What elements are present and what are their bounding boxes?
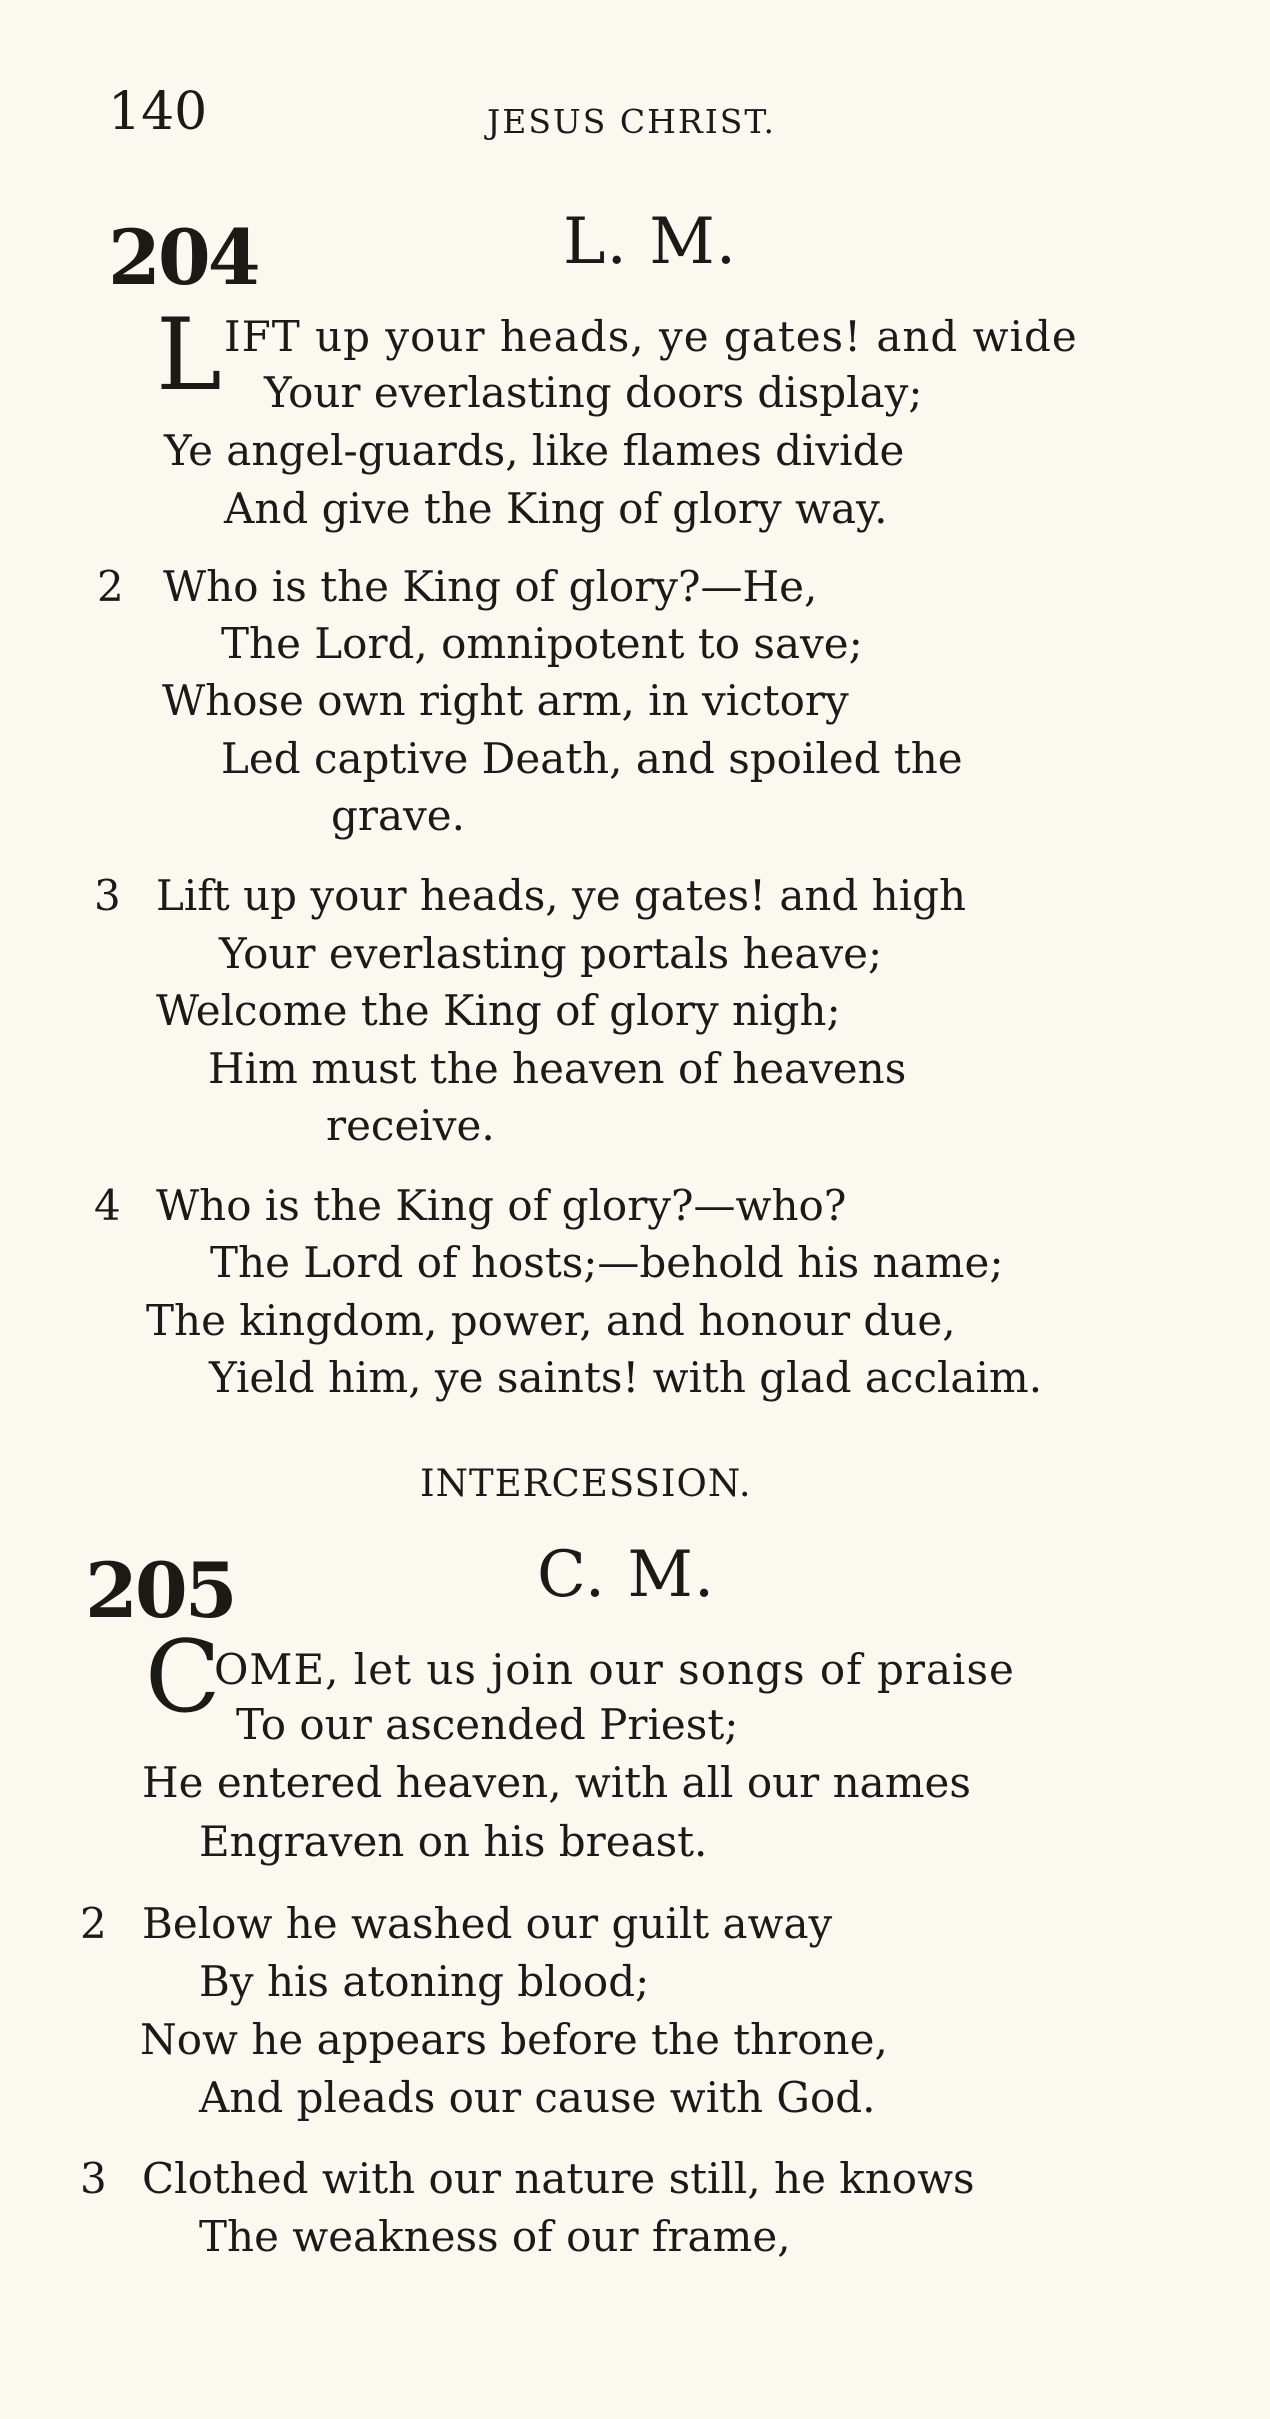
- hymn-204-verse-4-line-1: Who is the King of glory?—who?: [156, 1181, 847, 1230]
- hymn-204-verse-3-number: 3: [94, 871, 121, 920]
- hymn-205-verse-3-number: 3: [80, 2154, 107, 2203]
- hymn-205-verse-3-line-2: The weakness of our frame,: [199, 2212, 791, 2261]
- hymn-204-verse-2-number: 2: [97, 562, 124, 611]
- hymn-205-verse-1-line-2: To our ascended Priest;: [236, 1700, 739, 1749]
- hymn-204-verse-3-line-1: Lift up your heads, ye gates! and high: [156, 871, 967, 920]
- hymn-204-verse-1-line-3: Ye angel-guards, like flames divide: [164, 426, 905, 475]
- running-title: JESUS CHRIST.: [487, 102, 777, 141]
- hymn-205-verse-1-line-3: He entered heaven, with all our names: [142, 1758, 971, 1807]
- hymn-204-verse-2-line-1: Who is the King of glory?—He,: [163, 562, 818, 611]
- page-number: 140: [108, 82, 208, 142]
- hymn-204-verse-2-line-3: Whose own right arm, in victory: [162, 676, 849, 725]
- hymn-205-verse-2-line-4: And pleads our cause with God.: [199, 2073, 876, 2122]
- hymn-204-verse-2-line-2: The Lord, omnipotent to save;: [221, 619, 863, 668]
- hymn-205-verse-2-line-1: Below he washed our guilt away: [142, 1899, 833, 1948]
- hymn-204-verse-1-line-2: Your everlasting doors display;: [264, 368, 923, 417]
- hymn-204-verse-3-line-4: Him must the heaven of heavens: [208, 1044, 907, 1093]
- hymn-205-verse-2-line-3: Now he appears before the throne,: [140, 2015, 888, 2064]
- hymn-205-verse-2-number: 2: [80, 1899, 107, 1948]
- hymn-204-verse-1-line-1: IFT up your heads, ye gates! and wide: [224, 312, 1078, 361]
- hymn-204-verse-4-line-2: The Lord of hosts;—behold his name;: [210, 1238, 1004, 1287]
- hymn-number-205: 205: [85, 1546, 235, 1635]
- hymn-204-verse-1-line-4: And give the King of glory way.: [224, 484, 888, 533]
- hymn-205-verse-1-line-1: OME, let us join our songs of praise: [214, 1645, 1015, 1694]
- hymn-205-verse-1-line-4: Engraven on his breast.: [199, 1817, 708, 1866]
- drop-cap-C: C: [145, 1620, 221, 1735]
- hymn-204-verse-2-line-5: grave.: [331, 791, 465, 840]
- hymn-205-verse-3-line-1: Clothed with our nature still, he knows: [142, 2154, 975, 2203]
- hymn-number-204: 204: [108, 213, 258, 302]
- section-title: INTERCESSION.: [420, 1462, 752, 1505]
- hymn-204-verse-2-line-4: Led captive Death, and spoiled the: [221, 734, 963, 783]
- hymn-204-verse-4-number: 4: [94, 1181, 121, 1230]
- hymn-204-verse-4-line-3: The kingdom, power, and honour due,: [146, 1296, 956, 1345]
- hymn-204-verse-4-line-4: Yield him, ye saints! with glad acclaim.: [209, 1353, 1043, 1402]
- hymn-204-verse-3-line-5: receive.: [326, 1101, 495, 1150]
- hymn-204-verse-3-line-2: Your everlasting portals heave;: [219, 929, 883, 978]
- drop-cap-L: L: [156, 298, 222, 413]
- hymn-meter-204: L. M.: [563, 205, 738, 279]
- hymn-meter-205: C. M.: [537, 1538, 716, 1612]
- hymn-204-verse-3-line-3: Welcome the King of glory nigh;: [156, 986, 841, 1035]
- hymn-205-verse-2-line-2: By his atoning blood;: [199, 1957, 650, 2006]
